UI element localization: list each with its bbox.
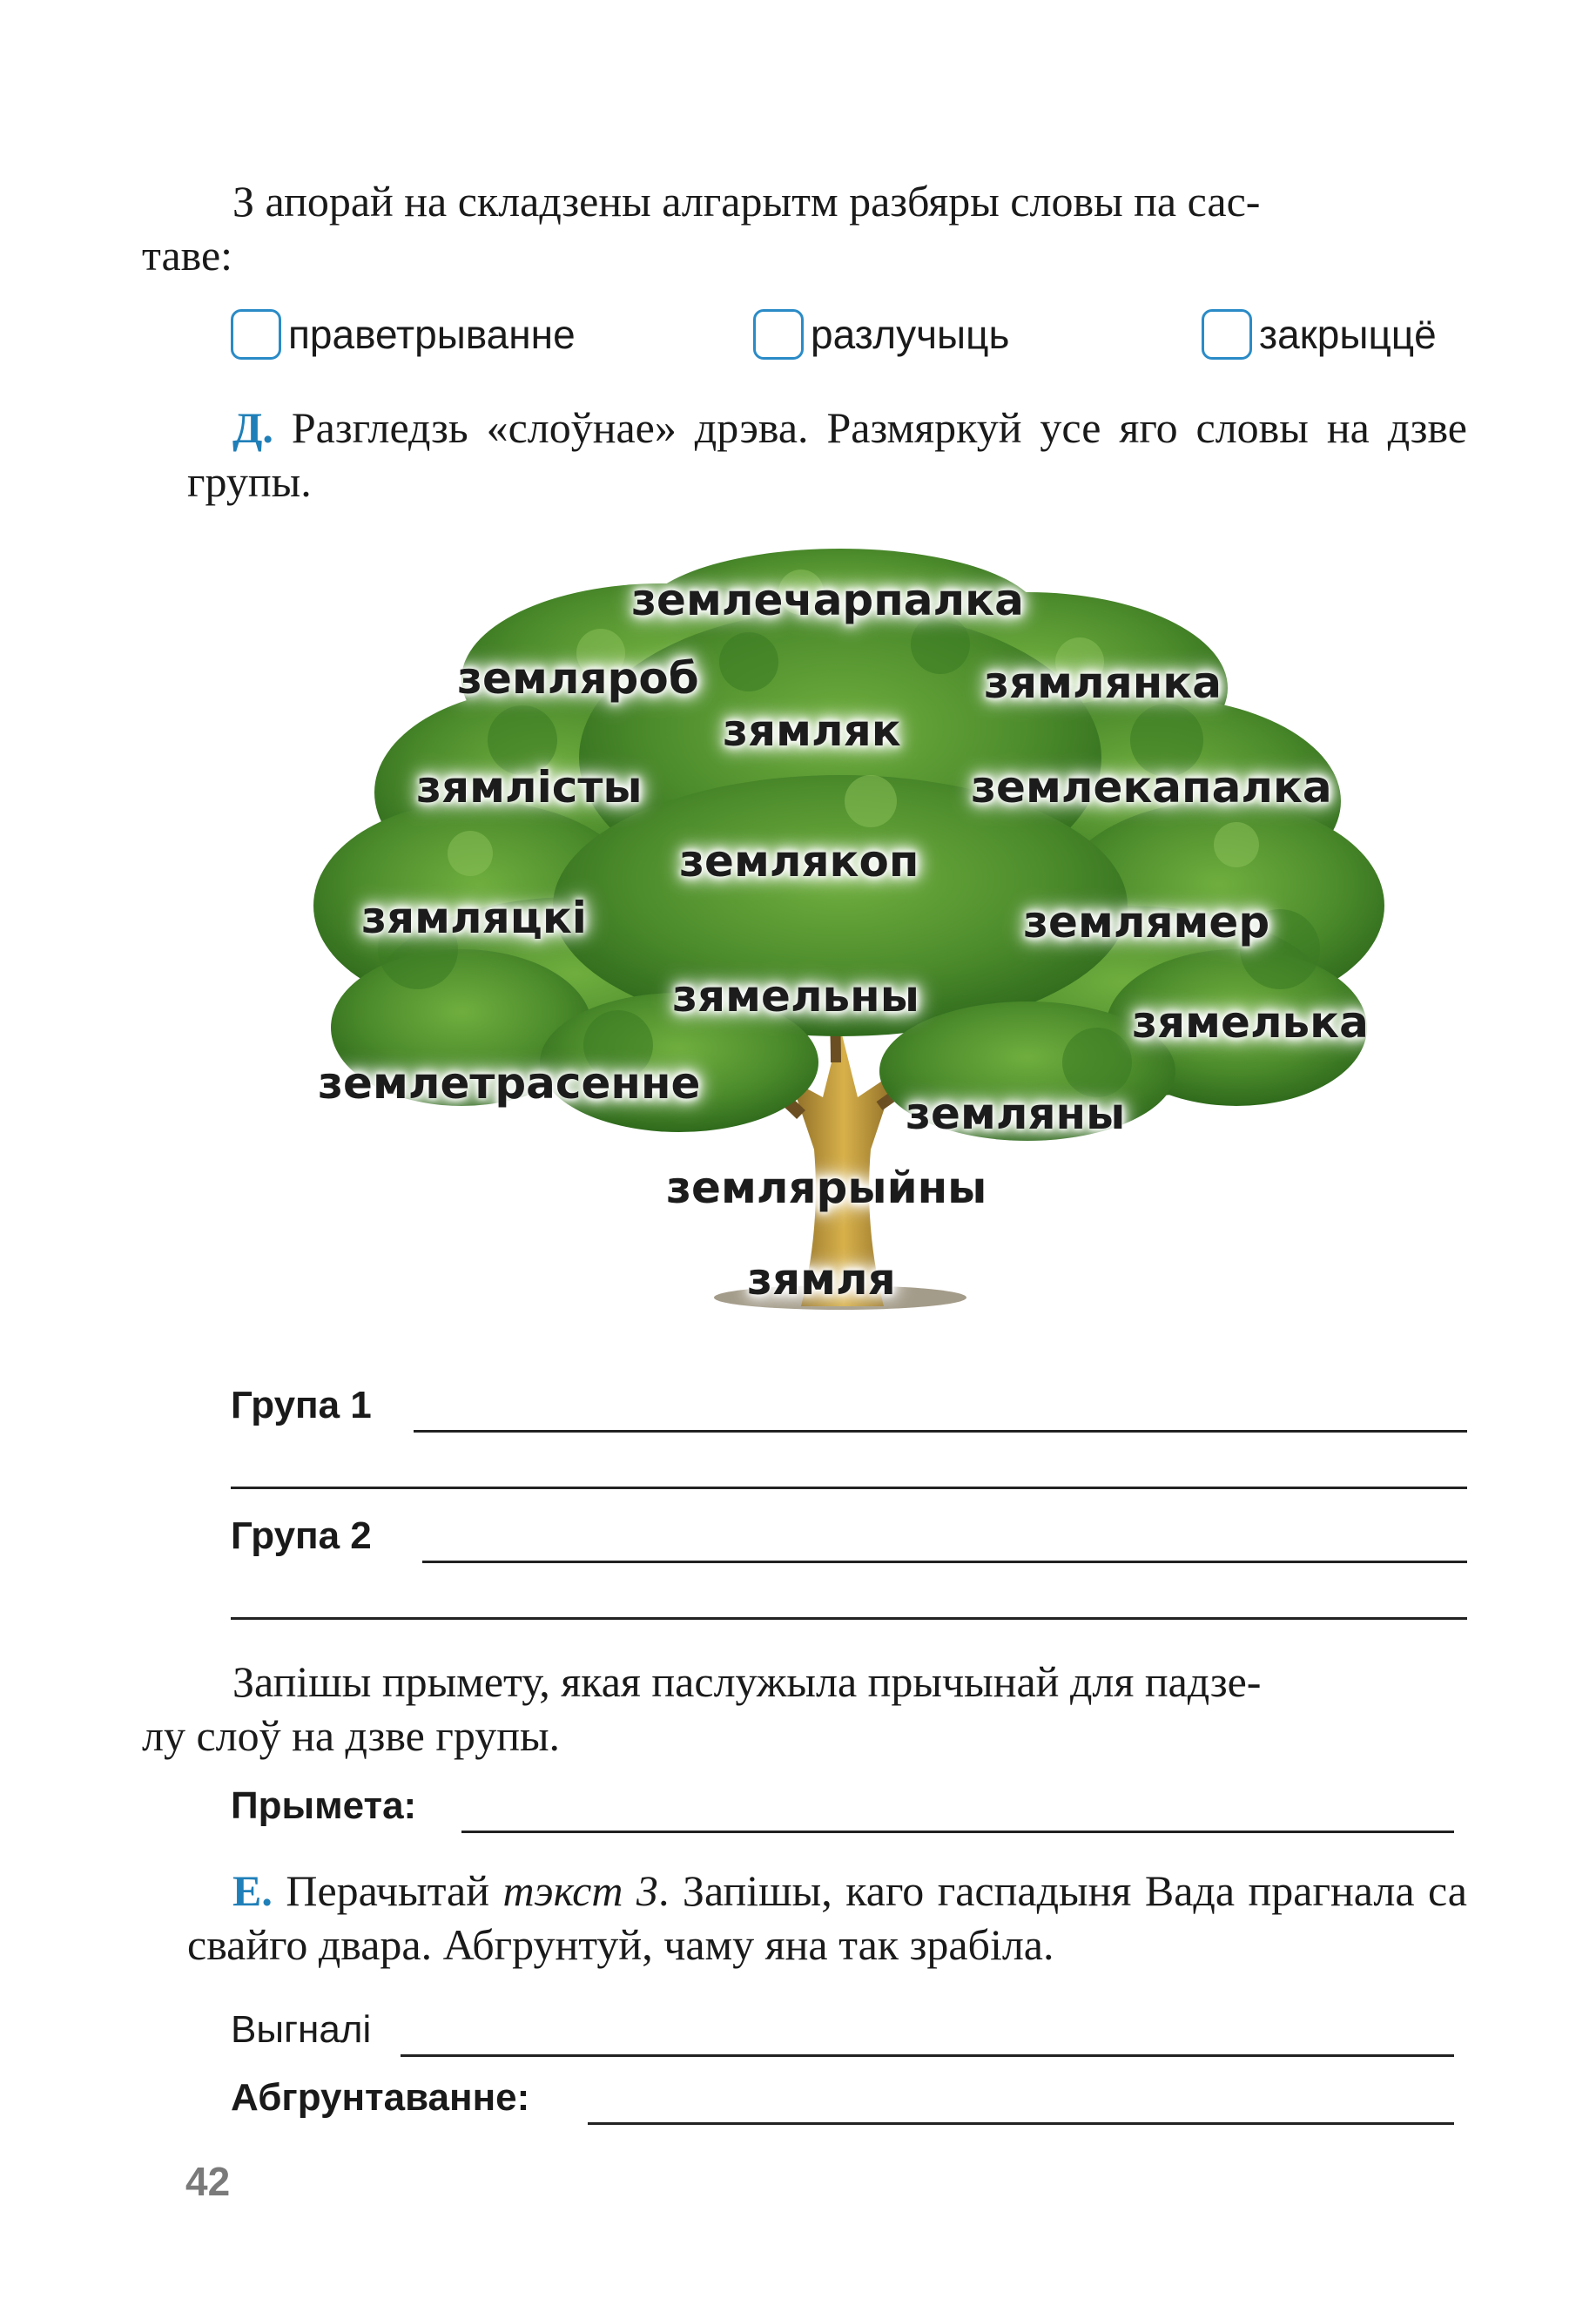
task-e-after: . Запішы, каго гаспадыня Вада прагнала са свайго двара. Абгрунтуй, чаму яна так зрабіла. [187, 1866, 1467, 1969]
word-tree [313, 540, 1384, 1324]
tree-word-1: землечарпалка [631, 575, 1024, 625]
checkbox-1[interactable] [231, 309, 281, 360]
tree-word-4: зямляк [723, 705, 901, 756]
group-2-line[interactable] [422, 1561, 1467, 1563]
feature-task-line-2: лу слоў на дзве групы. [142, 1711, 561, 1760]
feature-line[interactable] [461, 1831, 1454, 1833]
group-1-label: Група 1 [231, 1384, 372, 1426]
choice-1-label: праветрыванне [288, 312, 576, 357]
tree-word-12: землетрасенне [318, 1058, 701, 1109]
justification-line[interactable] [588, 2122, 1454, 2125]
tree-word-3: зямлянка [984, 657, 1222, 708]
tree-word-7: землякоп [679, 836, 919, 887]
choice-3[interactable] [1202, 309, 1437, 360]
group-1-line[interactable] [414, 1430, 1467, 1433]
tree-word-13: земляны [906, 1089, 1126, 1139]
intro-line-1: З апорай на складзены алгарытм разбяры словы па сас- [232, 177, 1261, 226]
task-d-text: Разгледзь «слоўнае» дрэва. Размяркуй усе яго словы на дзве групы. [187, 403, 1467, 506]
tree-word-9: землямер [1023, 897, 1270, 947]
group-2-label: Група 2 [231, 1514, 372, 1557]
expelled-line[interactable] [401, 2054, 1454, 2057]
group-1-line-2[interactable] [231, 1487, 1467, 1489]
choice-3-label: закрыццё [1259, 312, 1437, 357]
task-e-letter: Е. [232, 1866, 273, 1915]
expelled-label: Выгналі [231, 2008, 372, 2051]
task-d-paragraph [187, 401, 1467, 509]
task-e-italic: тэкст 3 [502, 1866, 658, 1915]
feature-task-paragraph [142, 1655, 1467, 1763]
intro-paragraph [142, 174, 1467, 282]
choice-1[interactable] [231, 309, 576, 360]
tree-word-15: зямля [747, 1254, 896, 1305]
group-2-continuation-row [231, 1568, 1467, 1620]
task-d-letter: Д. [232, 403, 273, 452]
tree-word-11: зямелька [1132, 997, 1369, 1048]
group-2-line-2[interactable] [231, 1617, 1467, 1620]
tree-word-6: землекапалка [971, 762, 1332, 812]
tree-word-8: зямляцкі [361, 893, 587, 943]
tree-word-10: зямельны [672, 971, 919, 1022]
checkbox-2[interactable] [753, 309, 804, 360]
word-choices [231, 309, 1467, 370]
choice-2[interactable] [753, 309, 1009, 360]
tree-word-14: землярыйны [666, 1163, 987, 1213]
task-e-paragraph [187, 1864, 1467, 1972]
justification-label: Абгрунтаванне: [231, 2076, 530, 2119]
choice-2-label: разлучыць [811, 312, 1010, 357]
page-number: 42 [185, 2159, 231, 2204]
group-1-row [231, 1380, 1467, 1433]
justification-row [231, 2073, 1454, 2125]
checkbox-3[interactable] [1202, 309, 1252, 360]
tree-word-2: земляроб [457, 653, 699, 704]
feature-task-line-1: Запішы прымету, якая паслужыла прычынай для падзе- [232, 1657, 1262, 1706]
expelled-row [231, 2005, 1454, 2057]
tree-word-5: зямлісты [416, 762, 643, 812]
group-1-continuation-row [231, 1437, 1467, 1489]
feature-row [231, 1781, 1454, 1833]
feature-label: Прымета: [231, 1784, 417, 1827]
task-e-before: Перачытай [272, 1866, 503, 1915]
intro-line-2: таве: [142, 231, 233, 280]
group-2-row [231, 1511, 1467, 1563]
